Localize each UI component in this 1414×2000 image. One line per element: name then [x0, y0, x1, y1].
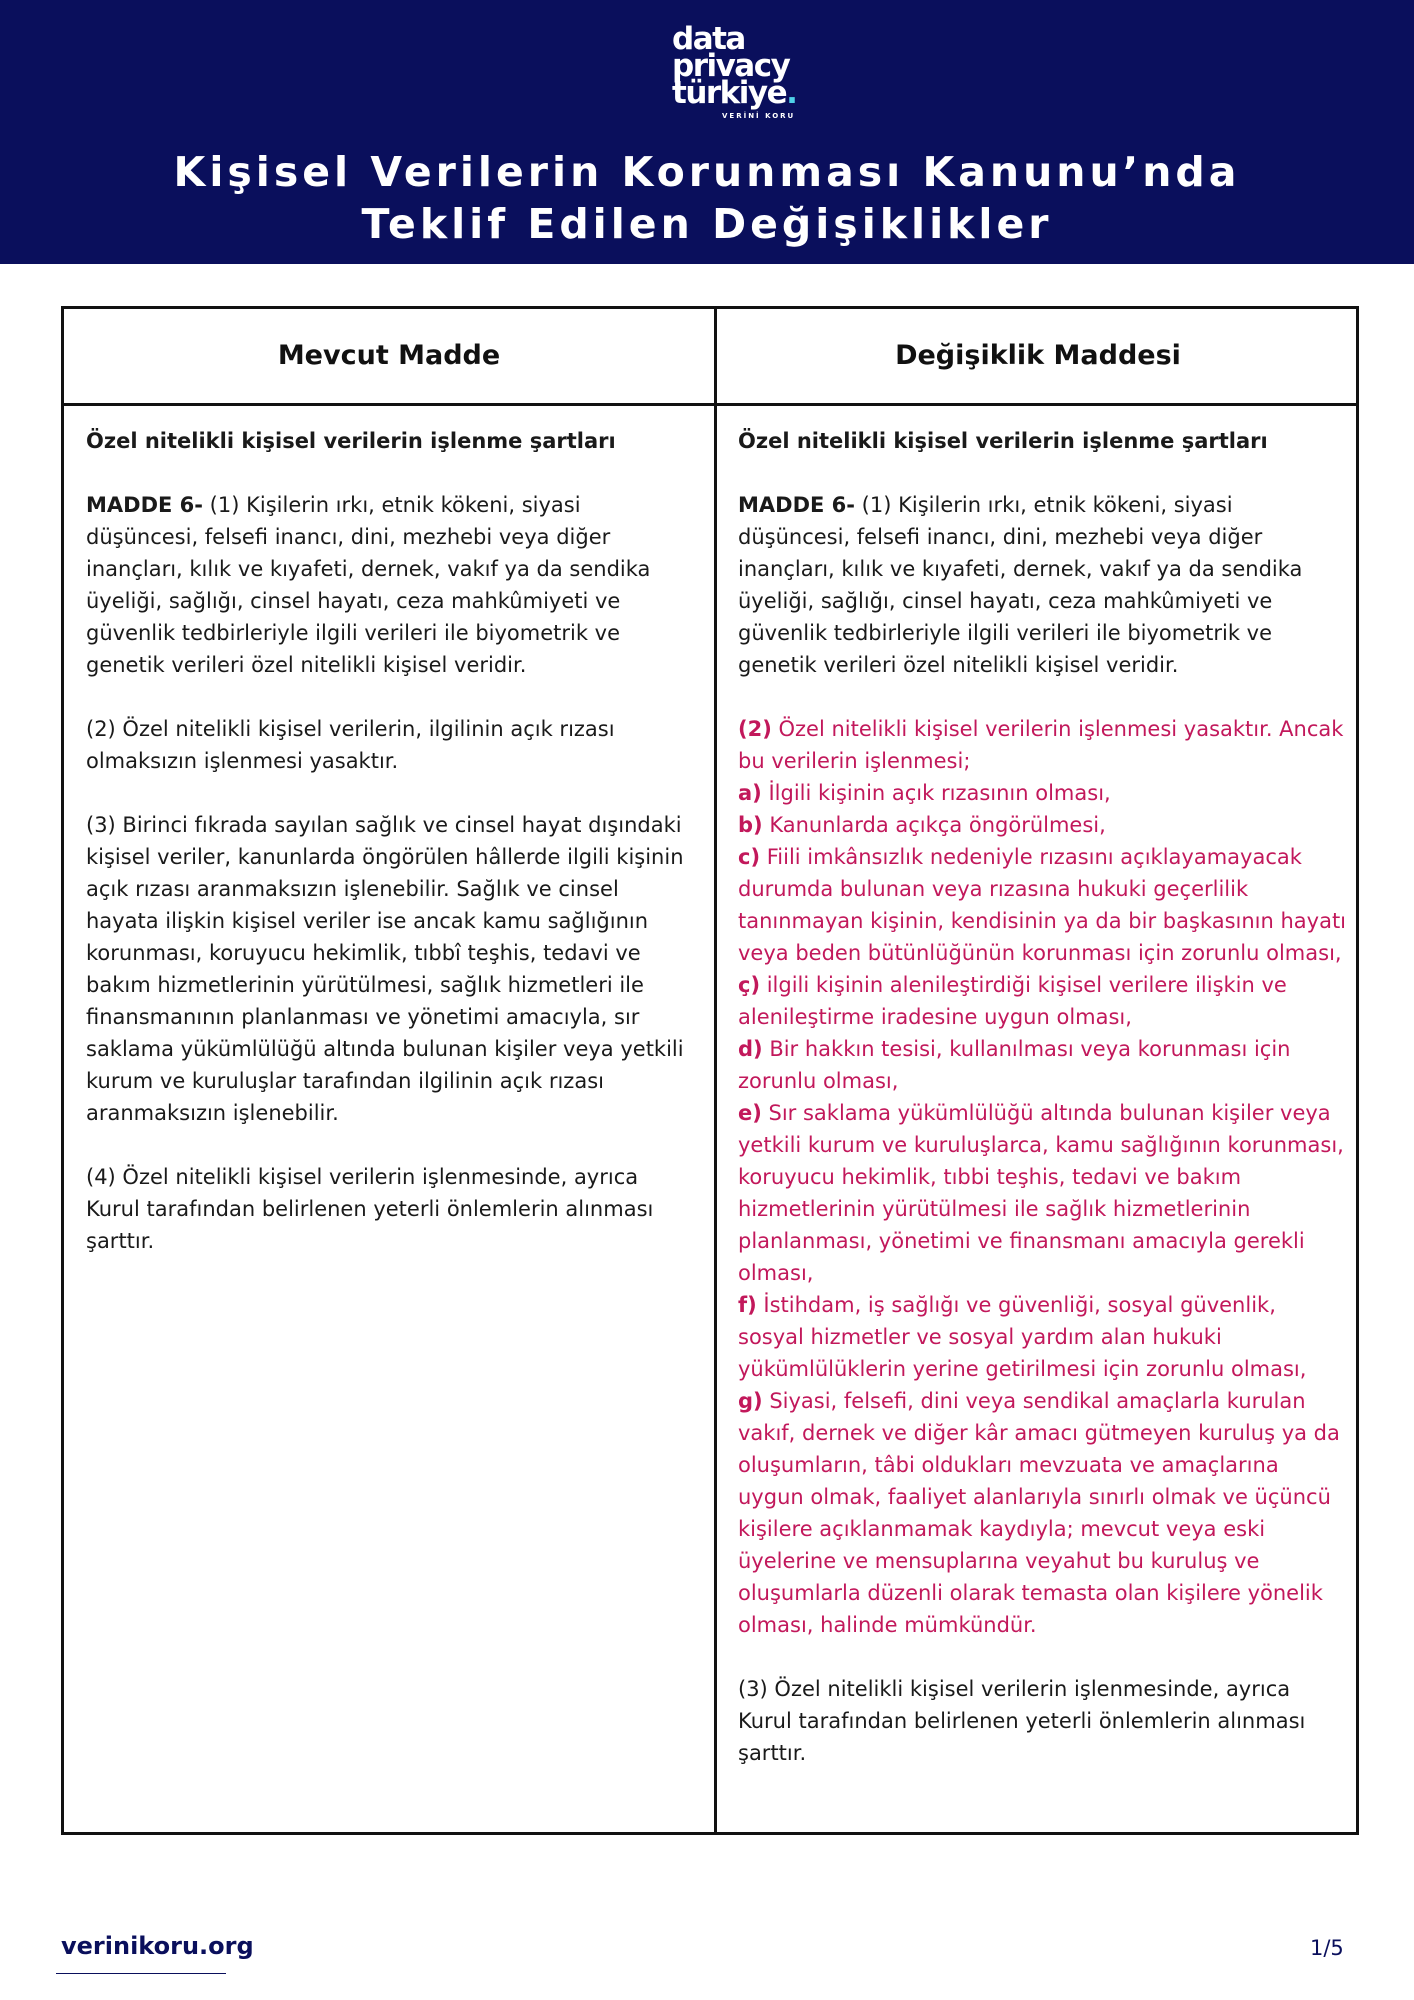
amendment-article-para-3: (3) Özel nitelikli kişisel verilerin işlenmesinde, ayrıca Kurul tarafından belirlenen yeterli önlemlerin alınması şarttır.	[738, 1677, 1306, 1765]
item-text: Fiili imkânsızlık nedeniyle rızasını açıklayamayacak durumda bulunan veya rızasına hukuki geçerlilik tanınmayan kişinin, kendisinin ya da bir başkasının hayatı veya beden bütünlüğünün korunması için zorunlu olması,	[738, 845, 1347, 965]
item-label: g)	[738, 1389, 763, 1413]
item-label: d)	[738, 1037, 763, 1061]
item-text: Sır saklama yükümlülüğü altında bulunan kişiler veya yetkili kurum ve kuruluşlarca, kamu sağlığının korunması, koruyucu hekimlik, tıbbi teşhis, tedavi ve bakım hizmetlerinin yürütülmesi ile sağlık hizmetlerinin planlanması, yönetimi ve finansmanı amacıyla gerekli olması,	[738, 1101, 1344, 1285]
website-link[interactable]: verinikoru.org	[61, 1932, 254, 1960]
item-label: b)	[738, 813, 763, 837]
logo-line-1: data	[672, 21, 745, 57]
item-text: ilgili kişinin alenileştirdiği kişisel verilere ilişkin ve alenileştirme iradesine uygun olması,	[738, 973, 1287, 1029]
item-label: f)	[738, 1293, 757, 1317]
current-article-para-2: (2) Özel nitelikli kişisel verilerin, ilgilinin açık rızası olmaksızın işlenmesi yasaktır.	[86, 717, 615, 773]
header-banner	[0, 0, 1414, 264]
para-2-text: Özel nitelikli kişisel verilerin işlenmesi yasaktır. Ancak bu verilerin işlenmesi;	[738, 717, 1344, 773]
amendment-article-heading: Özel nitelikli kişisel verilerin işlenme şartları	[738, 429, 1268, 453]
data-privacy-turkiye-logo	[672, 21, 802, 121]
page-number: 1/5	[1310, 1936, 1344, 1960]
item-text: Bir hakkın tesisi, kullanılması veya korunması için zorunlu olması,	[738, 1037, 1291, 1093]
logo-line-2: privacy	[672, 48, 790, 84]
amendment-article-cell	[738, 425, 1348, 1801]
item-label: a)	[738, 781, 762, 805]
current-article-heading: Özel nitelikli kişisel verilerin işlenme şartları	[86, 429, 616, 453]
amendment-article-para-2	[738, 713, 1348, 1641]
header-divider	[64, 403, 1356, 406]
current-article-para-1	[86, 489, 696, 681]
item-text: Siyasi, felsefi, dini veya sendikal amaçlarla kurulan vakıf, dernek ve diğer kâr amacı gütmeyen kuruluş ya da oluşumların, tâbi oldukları mevzuata ve amaçlarına uygun olmak, faaliyet alanlarıyla sınırlı olmak ve üçüncü kişilere açıklanmamak kaydıyla; mevcut veya eski üyelerine ve mensuplarına veyahut bu kuruluş ve oluşumlarla düzenli olarak temasta olan kişilere yönelik olması, halinde mümkündür.	[738, 1389, 1340, 1637]
logo-line-3	[672, 75, 802, 111]
current-madde-label: MADDE 6-	[86, 493, 203, 517]
comparison-table	[61, 306, 1359, 1835]
column-divider	[714, 309, 717, 1832]
logo-tagline: VERİNİ KORU	[722, 112, 796, 120]
current-article-header: Mevcut Madde	[277, 340, 501, 371]
amendment-para-1-text: (1) Kişilerin ırkı, etnik kökeni, siyasi düşüncesi, felsefi inancı, dini, mezhebi veya diğer inançları, kılık ve kıyafeti, dernek, vakıf ya da sendika üyeliği, sağlığı, cinsel hayatı, ceza mahkûmiyeti ve güvenlik tedbirleriyle ilgili verileri ile biyometrik ve genetik verileri özel nitelikli kişisel veridir.	[738, 493, 1303, 677]
item-label: c)	[738, 845, 761, 869]
logo-dot: .	[786, 75, 797, 111]
footer-underline	[56, 1973, 226, 1974]
amendment-article-para-1	[738, 489, 1348, 681]
title-line-2: Teklif Edilen Değişiklikler	[361, 200, 1053, 248]
current-article-para-3: (3) Birinci fıkrada sayılan sağlık ve cinsel hayat dışındaki kişisel veriler, kanunlarda öngörülen hâllerde ilgili kişinin açık rızası aranmaksızın işlenebilir. Sağlık ve cinsel hayata ilişkin kişisel veriler ise ancak kamu sağlığının korunması, koruyucu hekimlik, tıbbî teşhis, tedavi ve bakım hizmetlerinin yürütülmesi, sağlık hizmetleri ile finansmanının planlanması ve yönetimi amacıyla, sır saklama yükümlülüğü altında bulunan kişiler veya yetkili kurum ve kuruluşlar tarafından ilgilinin açık rızası aranmaksızın işlenebilir.	[86, 813, 684, 1125]
title-line-1: Kişisel Verilerin Korunması Kanunu’nda	[173, 148, 1241, 196]
logo-line-3-text: türkiye	[672, 75, 787, 111]
amendment-article-header: Değişiklik Maddesi	[895, 340, 1181, 371]
current-article-para-4: (4) Özel nitelikli kişisel verilerin işlenmesinde, ayrıca Kurul tarafından belirlenen yeterli önlemlerin alınması şarttır.	[86, 1165, 654, 1253]
current-para-1-text: (1) Kişilerin ırkı, etnik kökeni, siyasi düşüncesi, felsefi inancı, dini, mezhebi veya diğer inançları, kılık ve kıyafeti, dernek, vakıf ya da sendika üyeliği, sağlığı, cinsel hayatı, ceza mahkûmiyeti ve güvenlik tedbirleriyle ilgili verileri ile biyometrik ve genetik verileri özel nitelikli kişisel veridir.	[86, 493, 651, 677]
current-article-cell	[86, 425, 696, 1289]
para-2-label: (2)	[738, 717, 772, 741]
item-text: Kanunlarda açıkça öngörülmesi,	[762, 813, 1106, 837]
item-text: İstihdam, iş sağlığı ve güvenliği, sosyal güvenlik, sosyal hizmetler ve sosyal yardım alan hukuki yükümlülüklerin yerine getirilmesi için zorunlu olması,	[738, 1293, 1307, 1381]
item-label: e)	[738, 1101, 762, 1125]
page-title	[0, 146, 1414, 250]
amendment-madde-label: MADDE 6-	[738, 493, 855, 517]
item-label: ç)	[738, 973, 761, 997]
item-text: İlgili kişinin açık rızasının olması,	[761, 781, 1111, 805]
